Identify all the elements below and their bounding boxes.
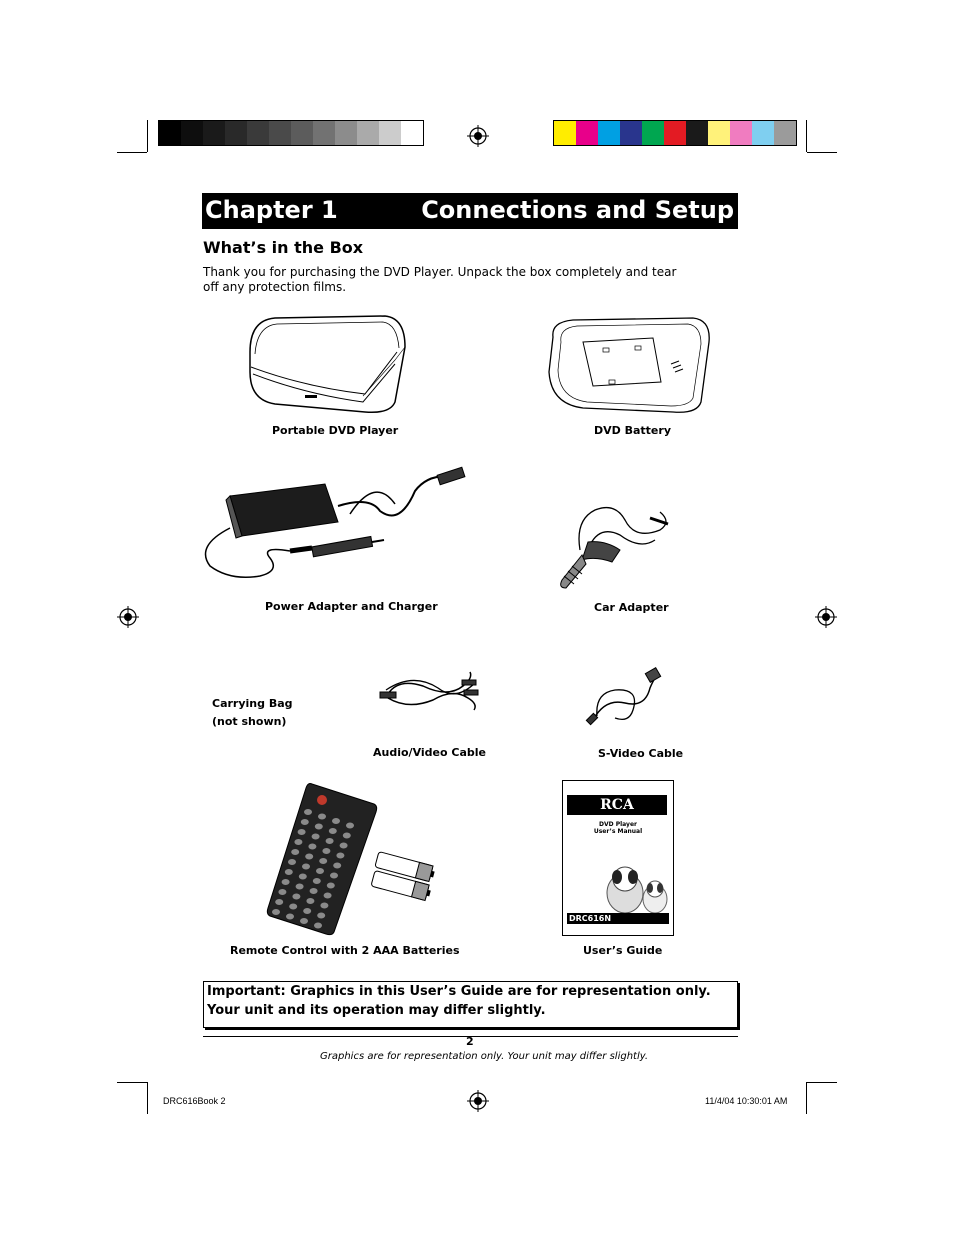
remote-button: [298, 829, 306, 835]
manual-title-line2: User’s Manual: [593, 828, 643, 835]
color-swatch: [686, 121, 708, 145]
aaa-batteries-illustration: [366, 846, 441, 906]
remote-button: [278, 889, 286, 895]
color-swatch: [752, 121, 774, 145]
caption-portable-dvd-player: Portable DVD Player: [272, 424, 399, 437]
color-swatch: [269, 121, 291, 145]
section-heading: What’s in the Box: [203, 238, 364, 257]
grayscale-bar: [158, 120, 424, 146]
registration-mark-icon: [117, 606, 139, 628]
remote-button: [288, 859, 296, 865]
remote-button: [320, 903, 328, 909]
remote-button: [299, 874, 307, 880]
remote-button: [300, 918, 308, 924]
color-swatch: [554, 121, 576, 145]
crop-mark: [117, 152, 147, 153]
remote-button: [294, 839, 302, 845]
color-swatch: [664, 121, 686, 145]
caption-carrying-bag-note: (not shown): [212, 715, 287, 728]
av-cable-illustration: [378, 668, 483, 716]
rca-logo: RCA: [567, 795, 667, 815]
color-swatch: [335, 121, 357, 145]
remote-button: [282, 879, 290, 885]
chapter-label: Chapter 1: [205, 196, 338, 224]
registration-mark-icon: [815, 606, 837, 628]
remote-button: [329, 828, 337, 834]
remote-button: [314, 923, 322, 929]
caption-carrying-bag: Carrying Bag: [212, 697, 293, 710]
caption-svideo-cable: S-Video Cable: [598, 747, 684, 760]
crop-mark: [147, 120, 148, 152]
important-note: Important: Graphics in this User’s Guide are for representation only. Your unit and its operation may differ slightly.: [203, 981, 738, 1028]
registration-mark-icon: [467, 1090, 489, 1112]
portable-dvd-player-illustration: [245, 312, 410, 417]
remote-button: [286, 914, 294, 920]
remote-button: [340, 843, 348, 849]
remote-button: [333, 863, 341, 869]
caption-av-cable: Audio/Video Cable: [373, 746, 486, 759]
crop-mark: [806, 120, 807, 152]
footnote: Graphics are for representation only. Your unit may differ slightly.: [320, 1051, 649, 1062]
manual-title-line1: DVD Player: [599, 821, 637, 828]
remote-button: [302, 864, 310, 870]
remote-button: [343, 833, 351, 839]
car-adapter-illustration: [550, 500, 675, 595]
remote-button: [346, 823, 354, 829]
remote-button: [336, 853, 344, 859]
remote-button: [326, 838, 334, 844]
chapter-banner: [202, 193, 738, 229]
remote-button: [319, 858, 327, 864]
caption-remote-control: Remote Control with 2 AAA Batteries: [230, 944, 460, 957]
slug-right: 11/4/04 10:30:01 AM: [705, 1096, 788, 1106]
color-swatch: [203, 121, 225, 145]
color-bar: [553, 120, 797, 146]
crop-mark: [807, 1082, 837, 1083]
caption-users-guide: User’s Guide: [583, 944, 663, 957]
color-swatch: [379, 121, 401, 145]
crop-mark: [806, 1082, 807, 1114]
remote-button: [285, 869, 293, 875]
color-swatch: [576, 121, 598, 145]
remote-button: [306, 898, 314, 904]
crop-mark: [147, 1082, 148, 1114]
remote-button: [301, 819, 309, 825]
remote-control-illustration: [266, 782, 378, 937]
remote-button: [303, 908, 311, 914]
dogs-photo: [603, 857, 671, 913]
remote-button: [272, 909, 280, 915]
color-swatch: [730, 121, 752, 145]
color-swatch: [313, 121, 335, 145]
remote-button: [332, 818, 340, 824]
color-swatch: [642, 121, 664, 145]
remote-button: [304, 809, 312, 815]
chapter-title: Connections and Setup: [421, 196, 734, 224]
slug-left: DRC616Book 2: [163, 1096, 226, 1106]
color-swatch: [774, 121, 796, 145]
color-swatch: [247, 121, 269, 145]
color-swatch: [357, 121, 379, 145]
color-swatch: [225, 121, 247, 145]
crop-mark: [807, 152, 837, 153]
crop-mark: [117, 1082, 147, 1083]
remote-button: [289, 904, 297, 910]
remote-button: [330, 873, 338, 879]
svideo-cable-illustration: [585, 668, 665, 728]
users-guide-cover: [562, 780, 674, 936]
remote-button: [317, 913, 325, 919]
remote-button: [324, 893, 332, 899]
remote-button: [322, 848, 330, 854]
color-swatch: [620, 121, 642, 145]
remote-button: [313, 878, 321, 884]
caption-power-adapter: Power Adapter and Charger: [265, 600, 438, 613]
color-swatch: [291, 121, 313, 145]
color-swatch: [598, 121, 620, 145]
remote-button: [310, 888, 318, 894]
color-swatch: [401, 121, 423, 145]
registration-mark-icon: [467, 125, 489, 147]
model-label: DRC616N: [567, 913, 669, 924]
remote-button: [327, 883, 335, 889]
remote-button: [316, 868, 324, 874]
remote-button: [312, 834, 320, 840]
intro-paragraph: Thank you for purchasing the DVD Player. Unpack the box completely and tear off any protection films.: [203, 265, 677, 294]
remote-button: [292, 894, 300, 900]
remote-button: [315, 824, 323, 830]
remote-button: [308, 844, 316, 850]
remote-button: [291, 849, 299, 855]
power-adapter-illustration: [200, 466, 480, 586]
remote-button: [296, 884, 304, 890]
remote-button: [275, 899, 283, 905]
caption-car-adapter: Car Adapter: [594, 601, 669, 614]
caption-dvd-battery: DVD Battery: [594, 424, 671, 437]
color-swatch: [181, 121, 203, 145]
remote-button: [318, 814, 326, 820]
page-number: 2: [466, 1035, 474, 1048]
remote-button: [305, 854, 313, 860]
color-swatch: [708, 121, 730, 145]
dvd-battery-illustration: [543, 312, 713, 417]
color-swatch: [159, 121, 181, 145]
